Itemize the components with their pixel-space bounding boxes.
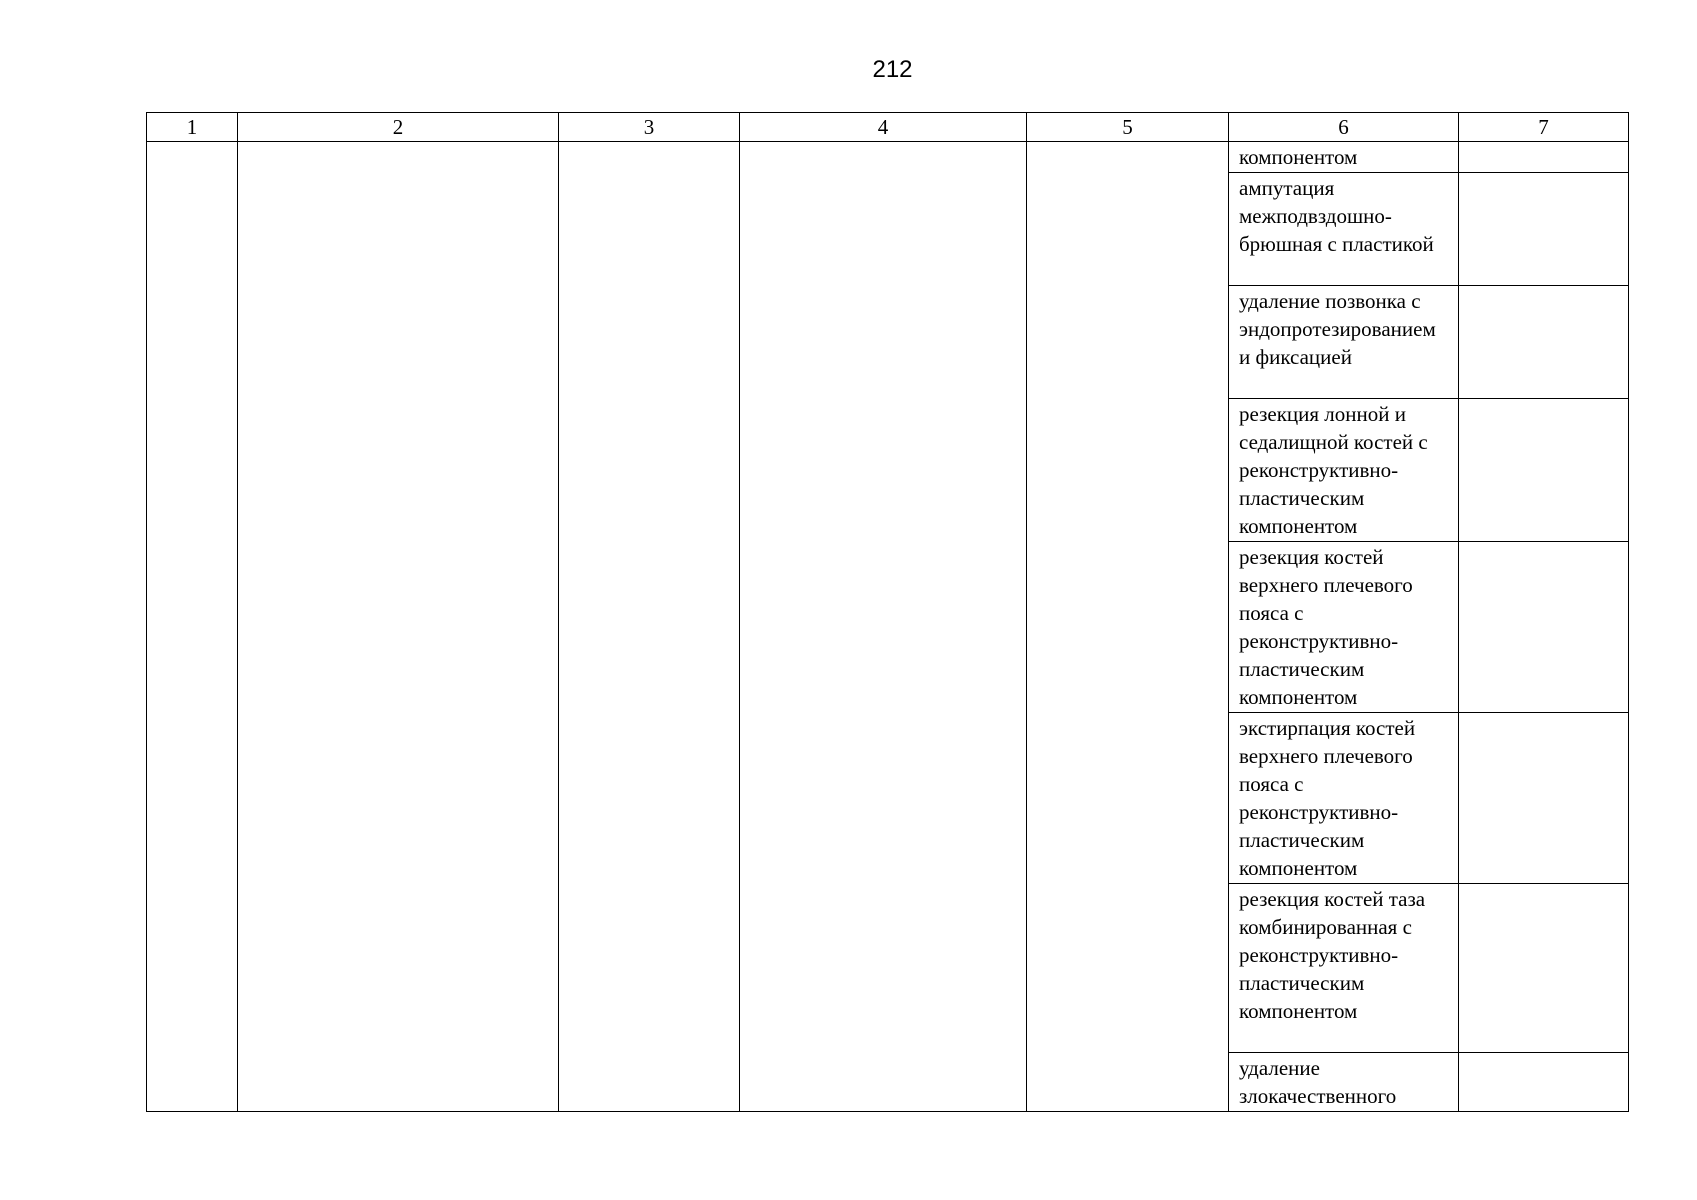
table-cell-col7 (1459, 542, 1629, 713)
table-cell-col7 (1459, 1053, 1629, 1112)
column-header: 3 (559, 113, 740, 142)
table-cell-col6: удаление позвонка с эндопротезированием и фиксацией (1229, 286, 1459, 399)
column-header: 4 (740, 113, 1027, 142)
table-cell-col7 (1459, 173, 1629, 286)
table-cell-col5 (1027, 142, 1229, 1112)
table-cell-col7 (1459, 399, 1629, 542)
column-header: 6 (1229, 113, 1459, 142)
table-cell-col1 (147, 142, 238, 1112)
table-cell-col6: компонентом (1229, 142, 1459, 173)
column-header: 5 (1027, 113, 1229, 142)
table-cell-col6: ампутация межподвздошно-брюшная с пластикой (1229, 173, 1459, 286)
table-row (147, 142, 1629, 173)
table-cell-col7 (1459, 713, 1629, 884)
column-header: 7 (1459, 113, 1629, 142)
page-number: 212 (872, 56, 913, 83)
table-cell-col6: резекция костей таза комбинированная с реконструктивно-пластическим компонентом (1229, 884, 1459, 1053)
table-cell-col6: экстирпация костей верхнего плечевого пояса с реконструктивно-пластическим компонентом (1229, 713, 1459, 884)
table-cell-col6: резекция костей верхнего плечевого пояса с реконструктивно-пластическим компонентом (1229, 542, 1459, 713)
document-table (146, 112, 1629, 1112)
column-header: 1 (147, 113, 238, 142)
table-header-row (147, 113, 1629, 142)
table-cell-col7 (1459, 884, 1629, 1053)
table-cell-col3 (559, 142, 740, 1112)
table-cell-col6: удаление злокачественного (1229, 1053, 1459, 1112)
column-header: 2 (238, 113, 559, 142)
table-cell-col7 (1459, 286, 1629, 399)
table-cell-col2 (238, 142, 559, 1112)
table-cell-col7 (1459, 142, 1629, 173)
table-cell-col6: резекция лонной и седалищной костей с реконструктивно-пластическим компонентом (1229, 399, 1459, 542)
table-cell-col4 (740, 142, 1027, 1112)
